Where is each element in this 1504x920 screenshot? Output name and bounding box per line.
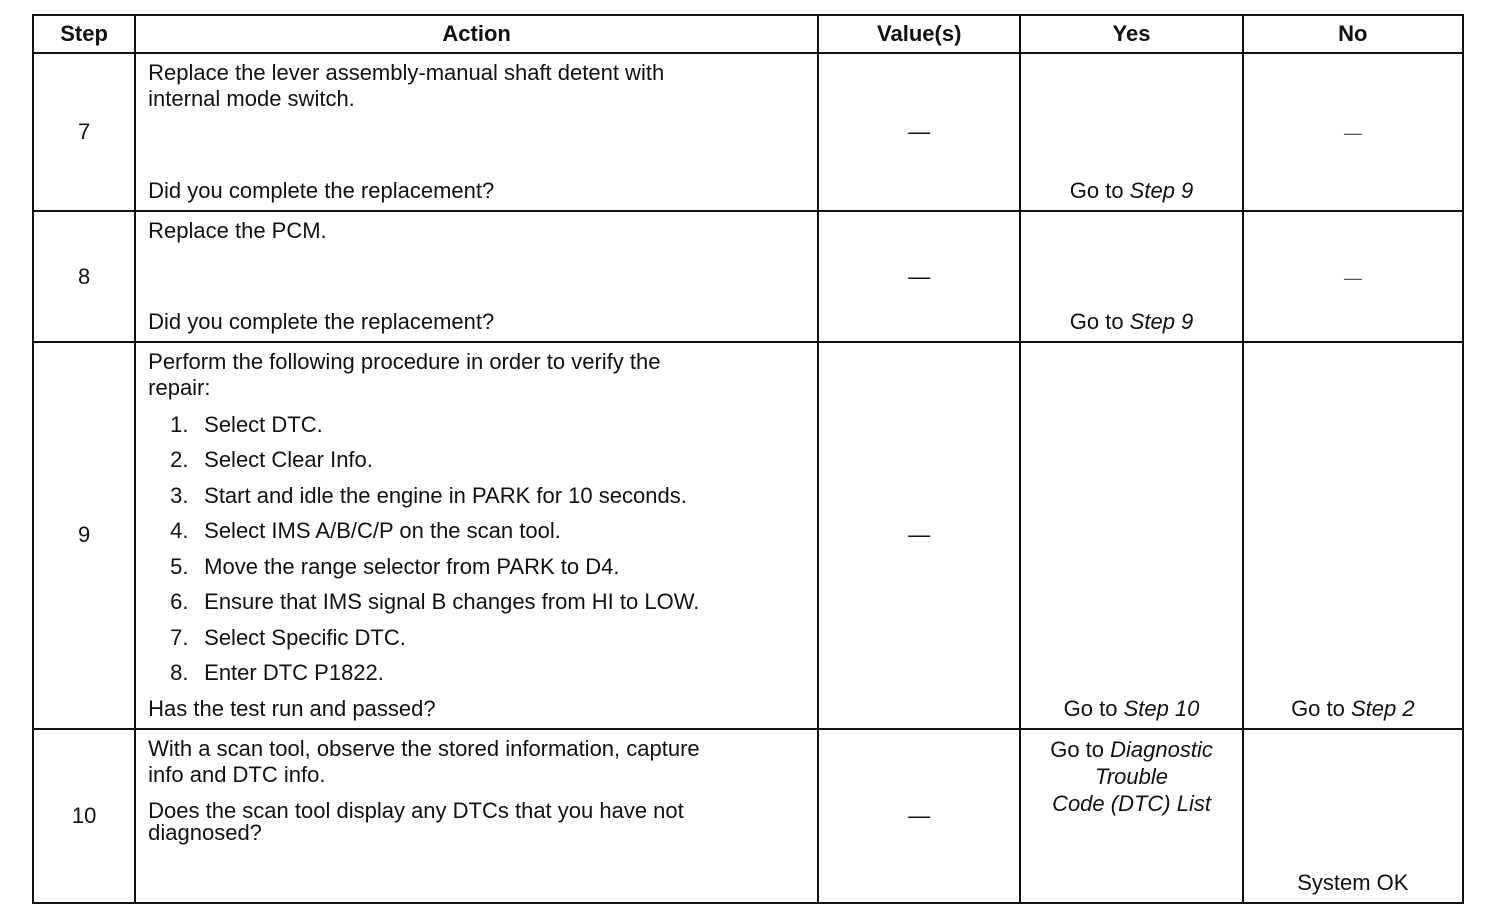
action-cell: [135, 729, 818, 903]
yes-cell: [1020, 211, 1242, 341]
table-row: [33, 729, 1463, 903]
action-line: Perform the following procedure in order to verify the: [148, 348, 661, 374]
table-row: [33, 53, 1463, 211]
list-number: 8.: [170, 660, 189, 686]
dtc-list-link[interactable]: Diagnostic: [1110, 736, 1213, 762]
list-text: Move the range selector from PARK to D4.: [204, 553, 620, 579]
value-cell: —: [818, 729, 1020, 903]
list-number: 5.: [170, 553, 189, 579]
list-number: 1.: [170, 411, 189, 437]
no-cell: [1243, 211, 1463, 341]
procedure-list: [148, 407, 809, 691]
list-number: 7.: [170, 624, 189, 650]
yes-cell: [1020, 53, 1242, 211]
list-text: Select Specific DTC.: [204, 624, 406, 650]
action-question: Does the scan tool display any DTCs that you have not: [148, 797, 684, 823]
action-line: internal mode switch.: [148, 86, 355, 111]
diagnostic-table: [32, 14, 1464, 904]
no-cell: [1243, 729, 1463, 903]
step-number: 10: [33, 729, 135, 903]
step-reference-link[interactable]: Step 10: [1123, 695, 1200, 721]
step-number: 9: [33, 342, 135, 729]
action-line: info and DTC info.: [148, 761, 326, 787]
action-line: Replace the lever assembly-manual shaft detent with: [148, 60, 665, 85]
system-ok-text: System OK: [1297, 870, 1409, 895]
header-yes: Yes: [1020, 15, 1242, 53]
step-reference-link[interactable]: Step 9: [1129, 178, 1194, 204]
value-cell: —: [818, 53, 1020, 211]
goto-prefix: Go to: [1069, 178, 1130, 204]
list-item: [148, 478, 809, 514]
action-question: Did you complete the replacement?: [148, 308, 495, 334]
no-cell: [1243, 342, 1463, 729]
step-reference-link[interactable]: Step 9: [1129, 308, 1194, 334]
header-action: Action: [135, 15, 818, 53]
dtc-list-link[interactable]: Trouble: [1095, 763, 1168, 789]
action-cell: [135, 211, 818, 341]
list-number: 6.: [170, 589, 189, 615]
goto-prefix: Go to: [1050, 736, 1111, 762]
no-value: —: [1343, 267, 1362, 288]
action-question: Did you complete the replacement?: [148, 178, 495, 204]
action-line: With a scan tool, observe the stored information, capture: [148, 735, 700, 761]
list-number: 3.: [170, 482, 189, 508]
value-cell: —: [818, 342, 1020, 729]
list-text: Ensure that IMS signal B changes from HI to LOW.: [204, 589, 700, 615]
list-text: Select IMS A/B/C/P on the scan tool.: [204, 518, 561, 544]
step-reference-link[interactable]: Step 2: [1350, 695, 1415, 721]
list-item: [148, 584, 809, 620]
goto-prefix: Go to: [1291, 695, 1351, 721]
header-no: No: [1243, 15, 1463, 53]
list-item: [148, 655, 809, 691]
action-question: Has the test run and passed?: [148, 695, 436, 721]
goto-prefix: Go to: [1063, 695, 1124, 721]
yes-cell: [1020, 729, 1242, 903]
table-row: [33, 211, 1463, 341]
header-step: Step: [33, 15, 135, 53]
list-item: [148, 407, 809, 443]
goto-prefix: Go to: [1069, 308, 1130, 334]
value-cell: —: [818, 211, 1020, 341]
list-text: Select DTC.: [204, 411, 323, 437]
step-number: 8: [33, 211, 135, 341]
list-item: [148, 549, 809, 585]
no-value: —: [1343, 123, 1362, 144]
header-row: [33, 15, 1463, 53]
action-line: Replace the PCM.: [148, 218, 327, 244]
action-cell: [135, 53, 818, 211]
list-number: 4.: [170, 518, 189, 544]
action-question: diagnosed?: [148, 819, 262, 845]
step-number: 7: [33, 53, 135, 211]
header-values: Value(s): [818, 15, 1020, 53]
list-item: [148, 442, 809, 478]
list-text: Start and idle the engine in PARK for 10 seconds.: [204, 482, 687, 508]
list-item: [148, 513, 809, 549]
list-item: [148, 620, 809, 656]
table-row: [33, 342, 1463, 729]
yes-cell: [1020, 342, 1242, 729]
list-text: Select Clear Info.: [204, 447, 373, 473]
no-cell: [1243, 53, 1463, 211]
list-text: Enter DTC P1822.: [204, 660, 384, 686]
dtc-list-link[interactable]: Code (DTC) List: [1052, 790, 1211, 816]
action-cell: [135, 342, 818, 729]
list-number: 2.: [170, 447, 189, 473]
action-line: repair:: [148, 374, 211, 400]
